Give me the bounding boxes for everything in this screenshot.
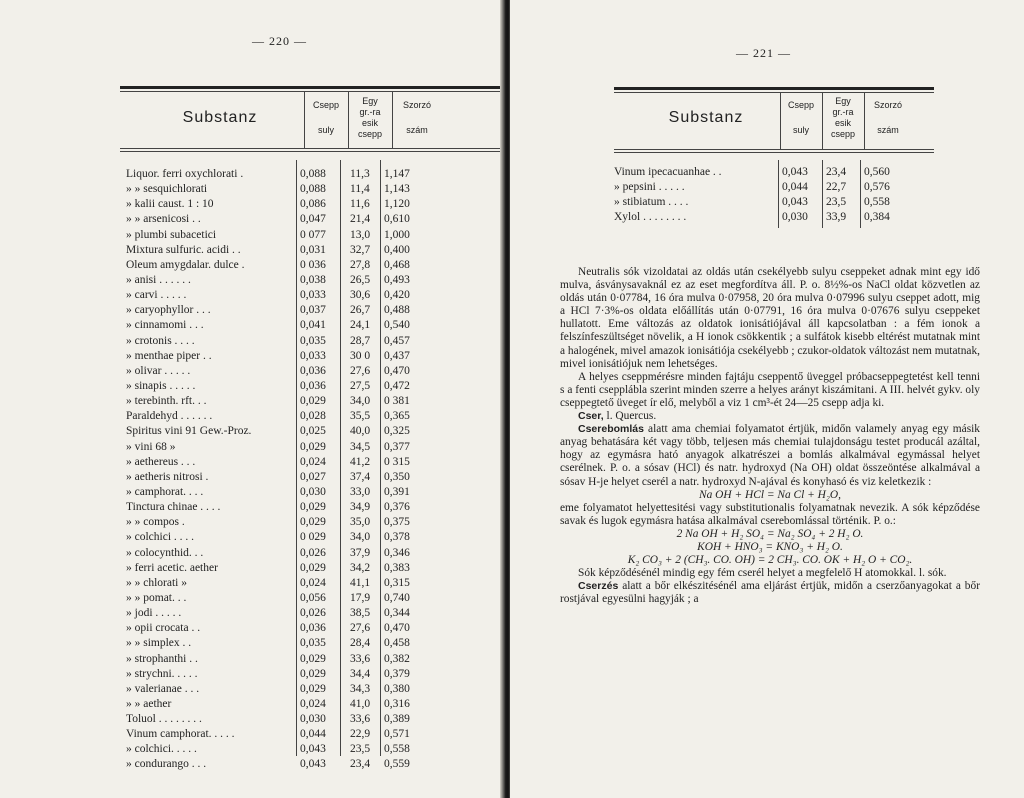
value-cell: 0,024 (300, 455, 326, 468)
value-cell: 33,0 (350, 485, 371, 498)
table-row (126, 379, 426, 394)
substance-name-cell: Vinum ipecacuanhae . . (614, 166, 722, 178)
value-cell: 37,9 (350, 546, 371, 559)
table-row (126, 636, 426, 651)
table-row (126, 258, 426, 273)
value-cell: 41,2 (350, 455, 371, 468)
substance-name-cell: » vini 68 » (126, 440, 176, 453)
value-cell: 0,540 (384, 319, 410, 332)
table-row (126, 621, 426, 636)
value-cell: 11,6 (350, 198, 370, 211)
substance-name-cell: » plumbi subacetici (126, 228, 217, 241)
value-cell: 1,000 (384, 228, 410, 241)
substance-name-cell: » » simplex . . (126, 637, 192, 650)
value-cell: 23,4 (826, 166, 847, 178)
value-cell: 0,344 (384, 607, 410, 620)
value-cell: 0,458 (384, 637, 410, 650)
value-cell: 0,029 (300, 440, 326, 453)
value-cell: 40,0 (350, 425, 371, 438)
table-row (126, 530, 426, 545)
value-cell: 0,056 (300, 591, 326, 604)
value-cell: 0,029 (300, 516, 326, 529)
value-cell: 0,391 (384, 485, 410, 498)
substance-name-cell: » » arsenicosi . . (126, 213, 201, 226)
value-cell: 24,1 (350, 319, 371, 332)
table-row (126, 273, 426, 288)
paragraph-neutralis: Neutralis sók vizoldatai az oldás után csekélyebb sulyu cseppeket adnak mint egy idő mulva, ásványsavaknál ez az eset megfordítva áll. P. o. 8½%-os NaCl oldat közvetlen az oldás után 0·07784, 16 óra mulva 0·07958, 20 óra mulva 0·07996 sulyu cseppet adott, mig a HCl 7·3%-os oldata előállítás után 0·07791, 16 óra mulva 0·07676 sulyu cseppeket hullatott. Eme változás az oldatok ionisátiójával áll kapcsolatban : a fém ionok a felszínfeszültséget növelik, a H ionok csökkentik ; a sulfátok kisebb eltérést mutatnak mint a halogének, mivel amazok ionisátiója csekélyebb ; czukor-oldatok változást nem mutatnak, mivel ionisátiójuk nem lehetséges. (560, 266, 980, 370)
value-cell: 0,033 (300, 349, 326, 362)
table-row (126, 455, 426, 470)
table-row (126, 349, 426, 364)
value-cell: 27,5 (350, 379, 371, 392)
entry-cserebomlas: Cserebomlás alatt ama chemiai folyamatot értjük, midőn valamely anyag egy másik anyag behatására két vagy több, teljesen más chemiai tulajdonságu testet producál azáltal, hogy az egymásra ható anyagok alkatrészei a bomlás alkalmával egymással helyet cserélnek. P. o. a sósav (HCl) és natr. hydroxyd (Na OH) oldat összeöntése alkalmával a sósav H-je helyet cserél a natr. hydroxyd N-ajával és konyhasó és viz keletkezik : (560, 423, 980, 488)
substance-name-cell: » camphorat. . . . (126, 485, 204, 498)
value-cell: 0,043 (300, 743, 326, 756)
header-substance: Substanz (182, 109, 258, 126)
value-cell: 0,382 (384, 652, 410, 665)
value-cell: 0,088 (300, 183, 326, 196)
value-cell: 0,029 (300, 395, 326, 408)
value-cell: 34,9 (350, 501, 371, 514)
value-cell: 0,488 (384, 304, 410, 317)
value-cell: 0,030 (300, 713, 326, 726)
substance-name-cell: Paraldehyd . . . . . . (126, 410, 213, 423)
table-row (126, 167, 426, 182)
value-cell: 41,1 (350, 576, 371, 589)
value-cell: 34,3 (350, 682, 371, 695)
equation-4: K₂ CO₃ + 2 (CH₃. CO. OH) = 2 CH₃. CO. OK + H₂ O + CO₂. (627, 554, 913, 567)
value-cell: 0,468 (384, 258, 410, 271)
value-cell: 0,379 (384, 667, 410, 680)
value-cell: 35,5 (350, 410, 371, 423)
substance-name-cell: » opii crocata . . (126, 622, 201, 635)
value-cell: 0,043 (300, 758, 326, 771)
value-cell: 0,558 (864, 196, 890, 209)
table-row (126, 364, 426, 379)
header-szorzo-szam: Szorzó szám (402, 100, 431, 135)
value-cell: 23,5 (350, 743, 371, 756)
header-csepp-suly: Csepp suly (312, 100, 339, 135)
left-page (0, 0, 506, 798)
table-top-rule-thin (120, 91, 500, 92)
value-cell: 34,4 (350, 667, 371, 680)
value-cell: 33,6 (350, 652, 371, 665)
table-row (126, 757, 426, 772)
substance-name-cell: » colchici . . . . (126, 531, 195, 544)
value-cell: 0 029 (300, 531, 326, 544)
value-cell: 0,029 (300, 667, 326, 680)
right-table-top-rule-thin (614, 92, 934, 93)
value-cell: 27,8 (350, 258, 371, 271)
value-cell: 0,437 (384, 349, 410, 362)
substance-name-cell: » aetheris nitrosi . (126, 470, 209, 483)
value-cell: 1,143 (384, 183, 410, 196)
value-cell: 0,457 (384, 334, 410, 347)
table-row (614, 180, 914, 195)
header-egy-gr-ra-esik-csepp: Egy gr.-ra esik csepp (357, 96, 383, 139)
value-cell: 0,026 (300, 546, 326, 559)
value-cell: 0,316 (384, 697, 410, 710)
value-cell: 28,4 (350, 637, 371, 650)
value-cell: 33,9 (826, 211, 847, 224)
value-cell: 0 077 (300, 228, 326, 241)
substance-name-cell: Tinctura chinae . . . . (126, 501, 221, 514)
substance-name-cell: » colocynthid. . . (126, 546, 204, 559)
substance-name-cell: Xylol . . . . . . . . (614, 211, 687, 224)
right-header-bottom-rule-2 (614, 152, 934, 153)
substance-name-cell: » valerianae . . . (126, 682, 200, 695)
right-header-divider-2 (822, 93, 823, 149)
value-cell: 0,038 (300, 273, 326, 286)
value-cell: 0,610 (384, 213, 410, 226)
value-cell: 0,024 (300, 576, 326, 589)
substance-name-cell: Spiritus vini 91 Gew.-Proz. (126, 425, 252, 438)
right-page (510, 0, 1024, 798)
value-cell: 0 036 (300, 258, 326, 271)
page-number-right: — 221 — (736, 46, 791, 60)
substance-name-cell: » olivar . . . . . (126, 364, 191, 377)
value-cell: 0,346 (384, 546, 410, 559)
value-cell: 0,383 (384, 561, 410, 574)
value-cell: 0,026 (300, 607, 326, 620)
table-row (126, 334, 426, 349)
value-cell: 33,6 (350, 713, 371, 726)
value-cell: 32,7 (350, 243, 371, 256)
substance-name-cell: » menthae piper . . (126, 349, 212, 362)
value-cell: 0,365 (384, 410, 410, 423)
value-cell: 0,029 (300, 501, 326, 514)
value-cell: 0,036 (300, 379, 326, 392)
value-cell: 0,041 (300, 319, 326, 332)
table-row (126, 228, 426, 243)
substance-name-cell: » terebinth. rft. . . (126, 395, 207, 408)
table-row (126, 652, 426, 667)
table-row (126, 742, 426, 757)
value-cell: 11,3 (350, 168, 370, 180)
value-cell: 0,036 (300, 622, 326, 635)
substance-name-cell: » » pomat. . . (126, 591, 187, 604)
header-divider-3 (392, 92, 393, 148)
table-row (126, 212, 426, 227)
value-cell: 0,088 (300, 168, 326, 180)
table-row (614, 165, 914, 180)
paragraph-sok-kepzodes: Sók képződésénél mindig egy fém cserél helyet a megfelelő H atomokkal. l. sók. (578, 567, 947, 580)
value-cell: 38,5 (350, 607, 371, 620)
header-divider-2 (348, 92, 349, 148)
value-cell: 0,559 (384, 758, 410, 771)
substance-name-cell: » sinapis . . . . . (126, 379, 196, 392)
value-cell: 34,2 (350, 561, 371, 574)
value-cell: 28,7 (350, 334, 371, 347)
value-cell: 0 381 (384, 395, 410, 408)
table-row (126, 561, 426, 576)
value-cell: 0,571 (384, 728, 410, 741)
entry-cserzes: Cserzés alatt a bőr elkészitésénél ama eljárást értjük, midőn a cserzőanyagokat a bőr rostjával egyesülni hagyják ; a (560, 580, 980, 606)
value-cell: 0,389 (384, 713, 410, 726)
right-header-szorzo-szam: Szorzó szám (873, 100, 902, 135)
value-cell: 0,043 (782, 196, 808, 209)
table-row (126, 697, 426, 712)
value-cell: 0,377 (384, 440, 410, 453)
value-cell: 0,030 (782, 211, 808, 224)
right-table-top-rule (614, 87, 934, 90)
value-cell: 0,044 (300, 728, 326, 741)
value-cell: 23,5 (826, 196, 847, 209)
table-row (126, 288, 426, 303)
value-cell: 0,493 (384, 273, 410, 286)
substance-name-cell: » strychni. . . . . (126, 667, 198, 680)
table-row (126, 606, 426, 621)
paragraph-helyes-csepp: A helyes cseppmérésre minden fajtáju cseppentő üveggel próbacseppegtetést kell tenni s a fenti cseppláblа szerint minden szerre a helyes arányt kiszámitani. A III. helvét gykv. oly cseppegtető üveget ír elő, melyből a viz 1 cm³-ét 24—25 csepp adja ki. (560, 370, 980, 409)
value-cell: 0,470 (384, 364, 410, 377)
value-cell: 0,560 (864, 166, 890, 178)
value-cell: 0,375 (384, 516, 410, 529)
substance-name-cell: » strophanthi . . (126, 652, 198, 665)
substance-name-cell: » caryophyllor . . . (126, 304, 211, 317)
substance-name-cell: » crotonis . . . . (126, 334, 195, 347)
substance-name-cell: » carvi . . . . . (126, 289, 187, 302)
value-cell: 0,576 (864, 181, 890, 194)
value-cell: 0,380 (384, 682, 410, 695)
value-cell: 0,029 (300, 652, 326, 665)
table-row (126, 318, 426, 333)
value-cell: 0,470 (384, 622, 410, 635)
value-cell: 1,120 (384, 198, 410, 211)
value-cell: 41,0 (350, 697, 371, 710)
right-header-substance: Substanz (668, 109, 744, 126)
substance-name-cell: Vinum camphorat. . . . . (126, 728, 235, 741)
value-cell: 0,472 (384, 379, 410, 392)
value-cell: 35,0 (350, 516, 371, 529)
value-cell: 0,350 (384, 470, 410, 483)
value-cell: 37,4 (350, 470, 371, 483)
value-cell: 26,5 (350, 273, 371, 286)
value-cell: 0,035 (300, 637, 326, 650)
substance-name-cell: » colchici. . . . . (126, 743, 197, 756)
value-cell: 0,086 (300, 198, 326, 211)
value-cell: 27,6 (350, 622, 371, 635)
value-cell: 13,0 (350, 228, 371, 241)
value-cell: 30 0 (350, 349, 371, 362)
substance-name-cell: Mixtura sulfuric. acidi . . (126, 243, 241, 256)
substance-name-cell: » jodi . . . . . (126, 607, 182, 620)
value-cell: 0,030 (300, 485, 326, 498)
value-cell: 0,025 (300, 425, 326, 438)
value-cell: 0,024 (300, 697, 326, 710)
right-header-bottom-rule (614, 149, 934, 150)
substance-name-cell: » condurango . . . (126, 758, 207, 771)
table-row (126, 546, 426, 561)
value-cell: 34,0 (350, 531, 371, 544)
header-bottom-rule-2 (120, 151, 500, 152)
table-row (126, 394, 426, 409)
value-cell: 0,043 (782, 166, 808, 178)
substance-name-cell: » » aether (126, 697, 172, 710)
paragraph-folyamat: eme folyamatot helyettesitési vagy substitutionalis folyamatnak nevezik. A sók képződése savak és lugok egymásra hatása alkalmával cserebomlással történik. P. o.: (560, 501, 980, 527)
table-row (126, 667, 426, 682)
value-cell: 0,325 (384, 425, 410, 438)
table-row (126, 727, 426, 742)
value-cell: 0,400 (384, 243, 410, 256)
value-cell: 34,5 (350, 440, 371, 453)
value-cell: 0,376 (384, 501, 410, 514)
value-cell: 23,4 (350, 758, 371, 771)
table-row (126, 409, 426, 424)
value-cell: 0,047 (300, 213, 326, 226)
left-table-body (126, 167, 426, 773)
value-cell: 0,035 (300, 334, 326, 347)
value-cell: 0,028 (300, 410, 326, 423)
equation-2: 2 Na OH + H₂ SO₄ = Na₂ SO₄ + 2 H₂ O. (676, 527, 864, 540)
table-row (126, 576, 426, 591)
value-cell: 22,7 (826, 181, 847, 194)
value-cell: 17,9 (350, 591, 371, 604)
value-cell: 0,029 (300, 682, 326, 695)
value-cell: 0,029 (300, 561, 326, 574)
substance-name-cell: » pepsini . . . . . (614, 181, 685, 194)
value-cell: 0,036 (300, 364, 326, 377)
substance-name-cell: » » sesquichlorati (126, 183, 208, 196)
value-cell: 0,740 (384, 591, 410, 604)
value-cell: 0,558 (384, 743, 410, 756)
substance-name-cell: » cinnamomi . . . (126, 319, 204, 332)
right-header-csepp-suly: Csepp suly (787, 100, 814, 135)
substance-name-cell: » kalii caust. 1 : 10 (126, 198, 214, 211)
equation-1: Na OH + HCl = Na Cl + H₂O, (699, 488, 841, 501)
right-header-divider-3 (864, 93, 865, 149)
right-body-text (560, 266, 980, 606)
substance-name-cell: » aethereus . . . (126, 455, 196, 468)
table-row (126, 485, 426, 500)
table-row (126, 500, 426, 515)
table-row (126, 197, 426, 212)
table-row (126, 591, 426, 606)
table-row (614, 210, 914, 225)
value-cell: 0,033 (300, 289, 326, 302)
page-number-left: — 220 — (252, 34, 307, 48)
table-row (126, 440, 426, 455)
substance-name-cell: » anisi . . . . . . (126, 273, 191, 286)
value-cell: 34,0 (350, 395, 371, 408)
value-cell: 21,4 (350, 213, 371, 226)
value-cell: 11,4 (350, 183, 370, 196)
table-row (126, 243, 426, 258)
substance-name-cell: Toluol . . . . . . . . (126, 713, 202, 726)
value-cell: 1,147 (384, 168, 410, 180)
value-cell: 0,378 (384, 531, 410, 544)
value-cell: 0,044 (782, 181, 808, 194)
right-header-divider-1 (780, 93, 781, 149)
table-row (126, 303, 426, 318)
header-bottom-rule (120, 148, 500, 149)
value-cell: 30,6 (350, 289, 371, 302)
value-cell: 0,315 (384, 576, 410, 589)
value-cell: 0,384 (864, 211, 890, 224)
table-row (126, 682, 426, 697)
table-row (614, 195, 914, 210)
substance-name-cell: Liquor. ferri oxychlorati . (126, 168, 244, 180)
value-cell: 27,6 (350, 364, 371, 377)
equation-3: KOH + HNO₃ = KNO₃ + H₂ O. (697, 540, 843, 553)
table-row (126, 515, 426, 530)
value-cell: 0,037 (300, 304, 326, 317)
value-cell: 0,027 (300, 470, 326, 483)
substance-name-cell: » ferri acetic. aether (126, 561, 218, 574)
table-row (126, 712, 426, 727)
value-cell: 26,7 (350, 304, 371, 317)
right-header-egy-gr-ra-esik-csepp: Egy gr.-ra esik csepp (830, 96, 856, 139)
value-cell: 22,9 (350, 728, 371, 741)
header-divider-1 (304, 92, 305, 148)
right-table-body (614, 165, 914, 226)
substance-name-cell: » stibiatum . . . . (614, 196, 689, 209)
substance-name-cell: Oleum amygdalar. dulce . (126, 258, 245, 271)
table-top-rule (120, 86, 500, 89)
value-cell: 0,420 (384, 289, 410, 302)
table-row (126, 424, 426, 439)
substance-name-cell: » » chlorati » (126, 576, 187, 589)
table-row (126, 470, 426, 485)
value-cell: 0,031 (300, 243, 326, 256)
table-row (126, 182, 426, 197)
substance-name-cell: » » compos . (126, 516, 185, 529)
entry-cser: Cser, l. Quercus. (578, 410, 657, 423)
value-cell: 0 315 (384, 455, 410, 468)
